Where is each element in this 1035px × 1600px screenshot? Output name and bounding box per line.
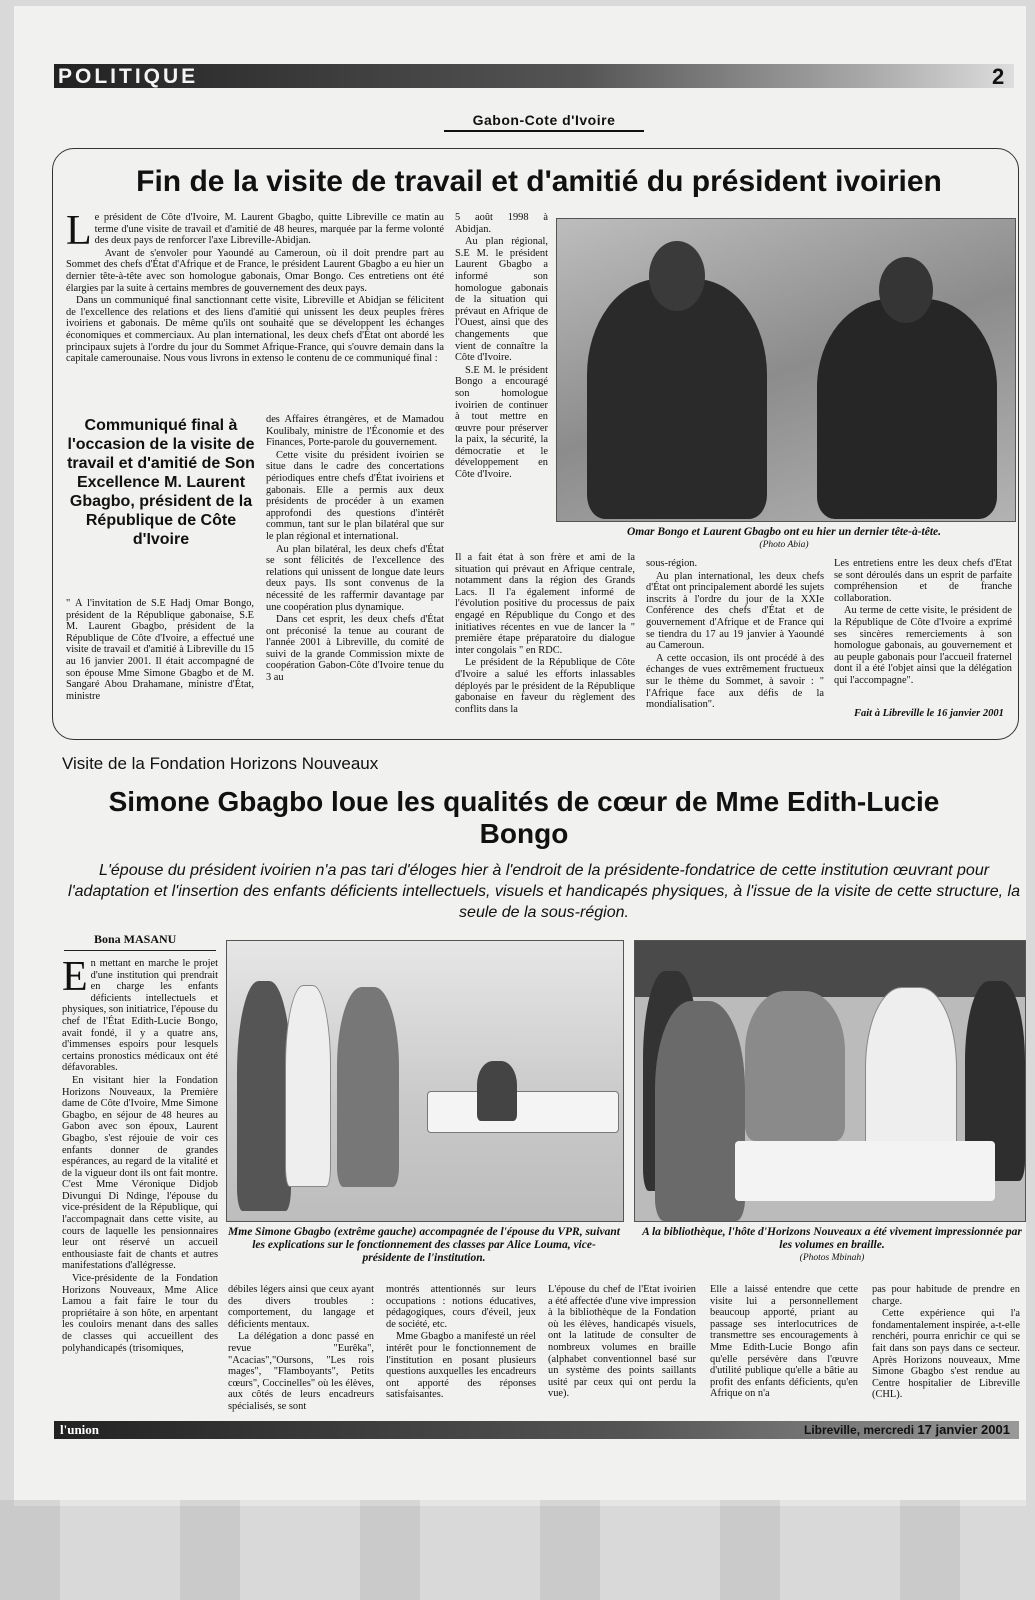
photo-library — [634, 940, 1026, 1222]
photo-classroom-caption: Mme Simone Gbagbo (extrême gauche) accompagnée de l'épouse du VPR, suivant les explications sur le fonctionnement des classes par Alice Louma, vice-présidente de l'institution. — [228, 1226, 620, 1264]
section-label: POLITIQUE — [58, 65, 199, 88]
article1-right-column-1 — [646, 558, 824, 724]
paragraph: Il a fait état à son frère et ami de la situation qui prévaut en Afrique centrale, notamment dans la région des Grands Lacs. Il l'a également informé de l'évolution positive du processus de paix engagé en République du Congo et des initiatives récentes en vue de lancer la " première étape préparatoire du dialogue inter congolais " en RDC. — [455, 552, 635, 656]
kicker-underline — [444, 130, 644, 132]
photo-credit: (Photo Abia) — [759, 540, 809, 550]
figure-woman-centre — [745, 991, 845, 1141]
communique-column — [66, 598, 254, 724]
paragraph: Avant de s'envoler pour Yaoundé au Cameroun, où il doit prendre part au Sommet des chefs d'État d'Afrique et de France, le président Laurent Gbagbo a eu hier un dernier tête-à-tête avec son homologue gabonais, Omar Bongo. Ces entretiens ont été élargies par la suite à certains membres de gouvernement des deux pays. — [66, 247, 444, 294]
figure-woman-3 — [337, 987, 399, 1187]
photo-credit: (Photos Mbinah) — [799, 1253, 865, 1263]
paragraph: Au plan bilatéral, les deux chefs d'État se sont félicités de l'excellence des relations qui unissent de longue date leurs deux pays. Ils sont convenus de la nécessité de les raffermir davantage par une coopération plus dynamique. — [266, 543, 444, 613]
page-number: 2 — [992, 64, 1005, 89]
article2-column-2 — [228, 1284, 374, 1414]
figure-child — [477, 1061, 517, 1121]
figure-left — [587, 279, 767, 519]
newspaper-page — [14, 6, 1026, 1506]
paragraph: Cette expérience qui l'a fondamentalement inspirée, a-t-elle renchéri, pourra enrichir ce qui se fait dans son pays dans ce secteur. Après Horizons nouveaux, Mme Simone Gbagbo s'est rendue au Centre hospitalier de Libreville (CHL). — [872, 1308, 1020, 1401]
dateline — [804, 1422, 1010, 1438]
article2-headline: Simone Gbagbo loue les qualités de cœur de Mme Edith-Lucie Bongo — [108, 786, 940, 849]
paragraph: 5 août 1998 à Abidjan. — [455, 212, 548, 235]
figure-woman-2 — [285, 985, 331, 1187]
article2-column-3 — [386, 1284, 536, 1414]
caption-text: Omar Bongo et Laurent Gbagbo ont eu hier un dernier tête-à-tête. — [626, 526, 942, 538]
dateline-city: Libreville, mercredi — [804, 1423, 915, 1437]
figure-woman-glasses — [655, 1001, 745, 1221]
paragraph: La délégation a donc passé en revue "Eurêka", "Acacias","Oursons, "Les rois mages", "Flamboyants", Petits cœurs", Coccinelles" où les élèves, aux côtés de leurs encadreurs spécialisés, se sont — [228, 1331, 374, 1412]
paragraph: Vice-présidente de la Fondation Horizons Nouveaux, Mme Alice Lamou a fait faire le tour du propriétaire à son hôte, en arpentant les couloirs menant dans des salles de classes qui accueillent des polyhandicapés (trisomiques, — [62, 1273, 218, 1354]
byline-rule — [64, 950, 216, 951]
paragraph: A cette occasion, ils ont procédé à des échanges de vues extrêmement fructueux sur le thème du Sommet, à savoir : " l'Afrique face aux défis de la mondialisation". — [646, 652, 824, 711]
article1-kicker: Gabon-Cote d'Ivoire — [472, 112, 616, 128]
paragraph: Au plan régional, S.E M. le président Laurent Gbagbo a informé son homologue gabonais de la situation qui prévaut en Afrique de l'Ouest, ainsi que des changements que vient de connaître la Côte d'Ivoire. — [455, 236, 548, 364]
paragraph: Dans un communiqué final sanctionnant cette visite, Libreville et Abidjan se félicitent de l'excellence des relations et des liens d'amitié qui unissent les deux peuples frères ivoiriens et gabonais. De même qu'ils ont souhaité que se développent les échanges économiques et commerciaux. Au plan international, les deux chefs d'État ont abordé les principaux sujets à l'ordre du jour du Sommet Afrique-France, qui s'ouvre demain dans la capitale camerounaise. Nous vous livrons in extenso le contenu de ce communiqué final : — [66, 295, 444, 365]
article2-column-5 — [710, 1284, 858, 1414]
paragraph: des Affaires étrangères, et de Mamadou Koulibaly, ministre de l'Économie et des Finances, Porte-parole du gouvernement. — [266, 414, 444, 449]
figure-left-head — [649, 241, 705, 311]
paragraph: pas pour habitude de prendre en charge. — [872, 1284, 1020, 1307]
figure-right — [817, 299, 997, 519]
paragraph: Elle a laissé entendre que cette visite lui a personnellement beaucoup apporté, priant au passage ses interlocutrices de transmettre ses encouragements à Mme Edith-Lucie Bongo afin qu'elle persévère dans l'œuvre d'utilité publique qu'elle a bâtie au profit des enfants déficients, qu'en Afrique on n'a — [710, 1284, 858, 1400]
figure-right-head — [879, 257, 933, 323]
article1-intro — [66, 212, 444, 408]
article2-byline: Bona MASANU — [94, 932, 177, 946]
figure-woman-1 — [237, 981, 291, 1211]
paragraph: Cette visite du président ivoirien se situe dans le cadre des concertations périodiques entre chefs d'État ivoiriens et gabonais. Elle a permis aux deux présidents de procéder à un examen approfondi des questions d'intérêt commun, tant sur le plan bilatéral que sur le plan régional et international. — [266, 449, 444, 542]
article2-column-6 — [872, 1284, 1020, 1414]
paragraph: " À l'invitation de S.E Hadj Omar Bongo, président de la République gabonaise, S.E M. Laurent Gbagbo, président de la République de Côte d'Ivoire, a effectué une visite de travail et d'amitié à Libreville du 15 au 16 janvier 2001. Il était accompagné de son épouse Mme Simone Gbagbo et de M. Sangaré Abou Drahamane, ministre d'État, ministre — [66, 598, 254, 702]
drop-cap: L — [66, 212, 92, 254]
paragraph: En visitant hier la Fondation Horizons Nouveaux, la Première dame de Côte d'Ivoire, Mme Simone Gbagbo, en séjour de 48 heures au Gabon avec son époux, Laurent Gbagbo, s'est réjouie de voir ces enfants donner de grandes espérances, au regard de la vitalité et de la vigueur dont ils ont fait montre. C'est Mme Véronique Didjob Divungui Di Ndinge, l'épouse du vice-président de la République, qui l'accompagnait dans cette visite, au cours de laquelle les pensionnaires leur ont réservé un accueil enthousiaste fait de chants et autres manifestations d'allégresse. — [62, 1074, 218, 1272]
paragraph: Au terme de cette visite, le président de la République de Côte d'Ivoire a exprimé ses sincères remerciements à son homologue gabonais, au gouvernement et au peuple gabonais pour l'accueil fraternel dont il a été l'objet ainsi que la délégation qui l'accompagne". — [834, 605, 1012, 686]
classroom-table — [427, 1091, 619, 1133]
article1-middle-column — [266, 414, 444, 724]
article2-column-1 — [62, 958, 218, 1414]
photo-presidents-caption — [574, 526, 994, 552]
article1-column-4 — [455, 552, 635, 724]
paragraph: Dans cet esprit, les deux chefs d'État ont préconisé la tenue au courant de l'année 2001 à Libreville, du comité de suivi de la grande Commission mixte de coopération Gabon-Côte d'Ivoire tenue du 3 au — [266, 614, 444, 684]
caption-text: A la bibliothèque, l'hôte d'Horizons Nouveaux a été vivement impressionnée par les volumes en braille. — [642, 1226, 1022, 1251]
dateline-date: 17 janvier 2001 — [917, 1422, 1010, 1437]
communique-title: Communiqué final à l'occasion de la visite de travail et d'amitié de Son Excellence M. Laurent Gbagbo, président de la République de Côte d'Ivoire — [67, 417, 255, 548]
paragraph: L'épouse du chef de l'État ivoirien a été affectée d'une vive impression à la bibliothèque de la Fondation où les élèves, handicapés visuels, ont la latitude de consulter de nombreux volumes en braille (alphabet conventionnel basé sur un système des points saillants usité par ceux qui ont perdu la vue). — [548, 1284, 696, 1400]
paragraph: Les entretiens entre les deux chefs d'État se sont déroulés dans un esprit de parfaite compréhension et de franche collaboration. — [834, 558, 1012, 604]
paragraph: sous-région. — [646, 558, 698, 569]
paragraph: En mettant en marche le projet d'une institution qui prendrait en charge les enfants déficients intellectuels et physiques, son initiatrice, l'épouse du chef de l'État Edith-Lucie Bongo, avait fondé, il y a quatre ans, d'immenses espoirs pour lesquels certains pronostics médicaux ont été défavorables. — [62, 958, 218, 1074]
photo-presidents — [556, 218, 1016, 522]
paragraph: Mme Gbagbo a manifesté un réel intérêt pour le fonctionnement de l'institution en posant plusieurs questions auxquelles les encadreurs ont apporté des réponses satisfaisantes. — [386, 1331, 536, 1401]
article2-rubric: Visite de la Fondation Horizons Nouveaux — [62, 754, 379, 773]
article1-signoff: Fait à Libreville le 16 janvier 2001 — [854, 708, 1004, 719]
paragraph: Le président de la République de Côte d'Ivoire a salué les efforts inlassables déployés par le président de la République gabonaise en faveur du règlement des conflits dans la — [455, 657, 635, 715]
article2-column-4 — [548, 1284, 696, 1414]
braille-books — [735, 1141, 995, 1201]
photo-library-caption — [642, 1226, 1022, 1265]
paragraph: montrés attentionnés sur leurs occupations : notions éducatives, pédagogiques, cours d'éveil, jeux de société, etc. — [386, 1284, 536, 1330]
paragraph: S.E M. le président Bongo a encouragé son homologue ivoirien de continuer à tout mettre en œuvre pour préserver la paix, la sécurité, la démocratie et le développement en Côte d'Ivoire. — [455, 364, 548, 481]
photo-classroom — [226, 940, 624, 1222]
paragraph: Au plan international, les deux chefs d'État ont principalement abordé les sujets inscrits à l'ordre du jour de la XXIe Conférence des chefs d'État et de gouvernement d'Afrique et de France qui se tiendra du 17 au 19 janvier à Yaoundé au Cameroun. — [646, 570, 824, 652]
article1-right-column-2 — [834, 558, 1012, 704]
binder-strip — [0, 1500, 1035, 1600]
paragraph: débiles légers ainsi que ceux ayant des divers troubles : comportement, du langage et déficients mentaux. — [228, 1284, 374, 1330]
paragraph: Le président de Côte d'Ivoire, M. Laurent Gbagbo, quitte Libreville ce matin au terme d'une visite de travail et d'amitié de 48 heures, marquée par la ferme volonté des deux pays de renforcer l'axe Libreville-Abidjan. — [66, 212, 444, 254]
newspaper-logo: l'union — [60, 1422, 100, 1437]
drop-cap: E — [62, 958, 88, 1000]
article1-headline: Fin de la visite de travail et d'amitié du président ivoirien — [136, 165, 942, 198]
article2-standfirst: L'épouse du président ivoirien n'a pas tari d'éloges hier à l'endroit de la présidente-fondatrice de cette institution œuvrant pour l'adaptation et l'insertion des enfants déficients intellectuels, visuels et handicapés physiques, à l'issue de la visite de cette structure, la seule de la sous-région. — [68, 862, 1020, 921]
article1-narrow-column — [455, 212, 548, 552]
